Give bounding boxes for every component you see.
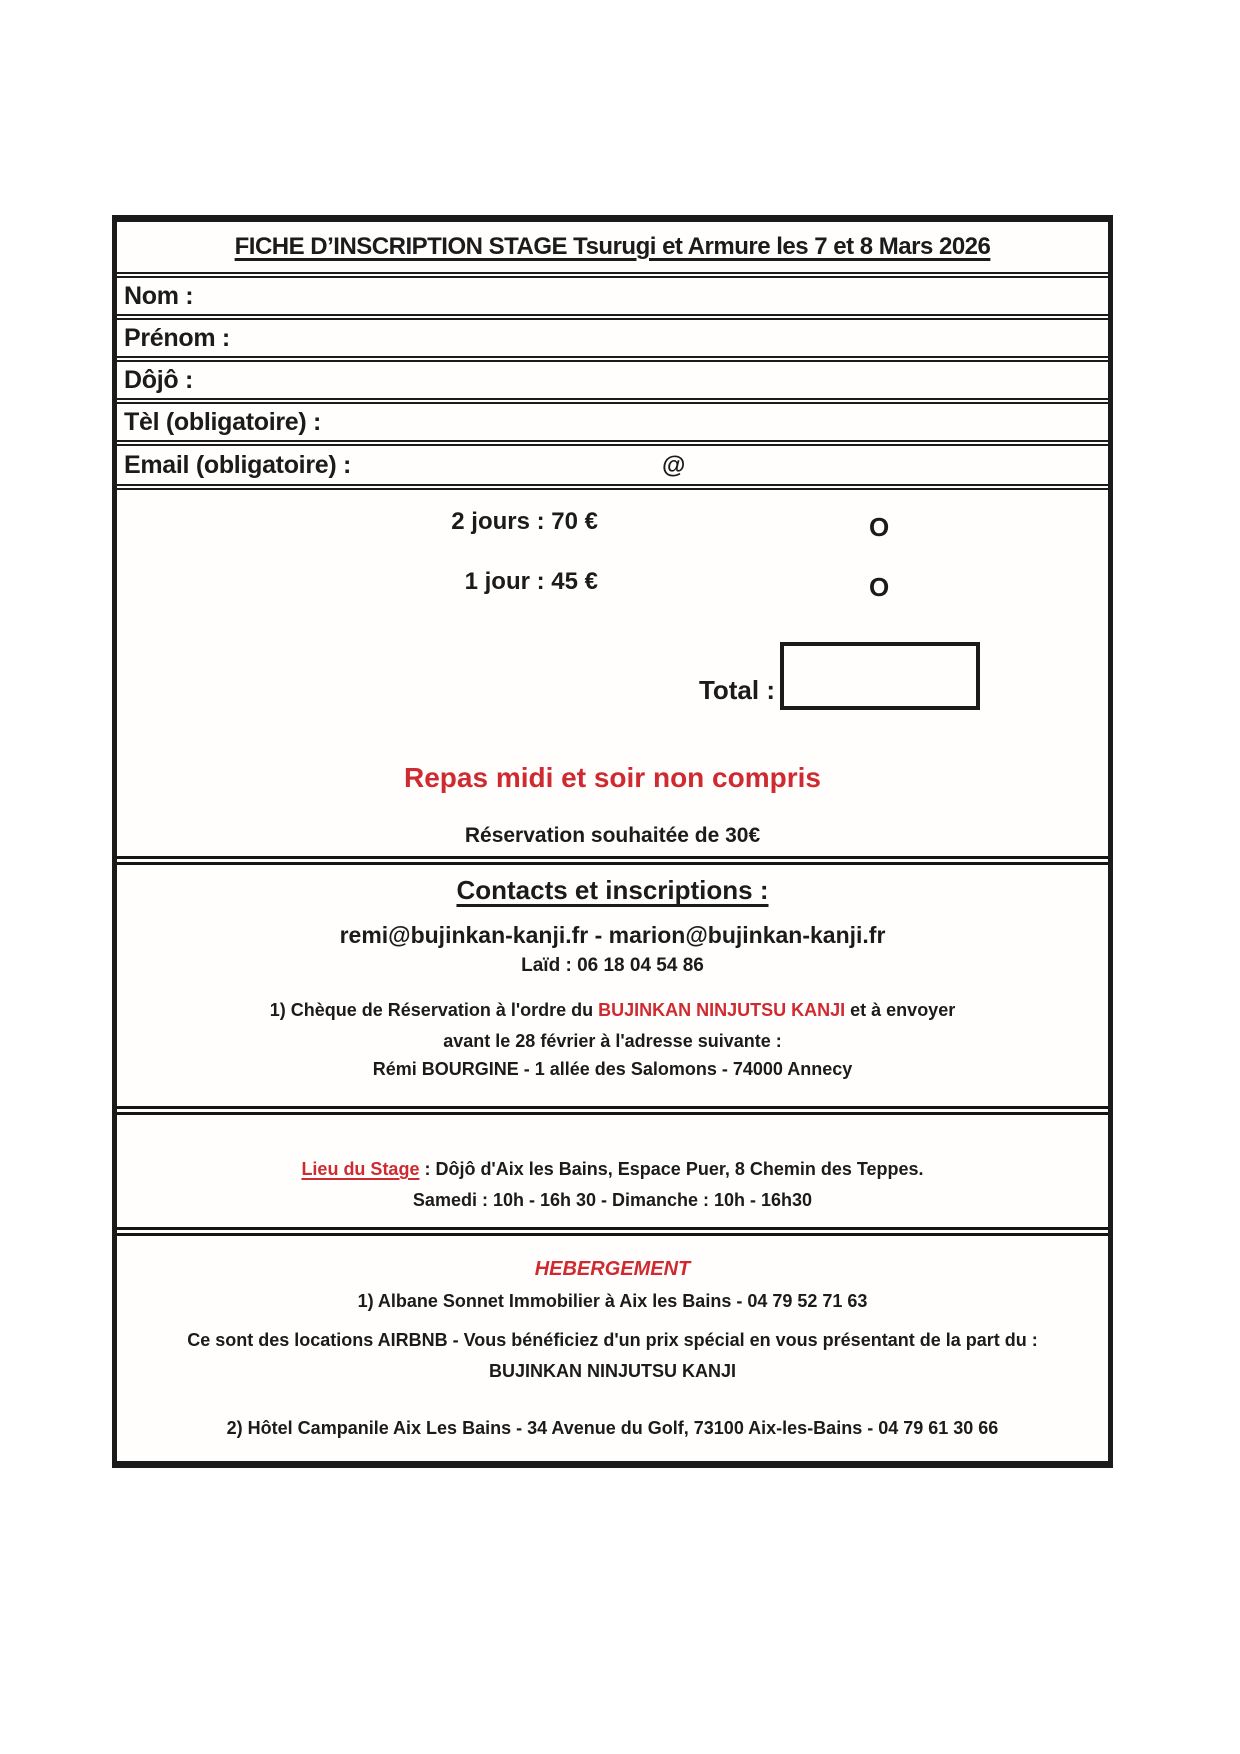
dojo-label: Dôjô : [124, 365, 194, 394]
email-at-symbol: @ [662, 452, 686, 479]
venue-description: : Dôjô d'Aix les Bains, Espace Puer, 8 Chemin des Teppes. [419, 1159, 924, 1179]
cheque-instruction-start: 1) Chèque de Réservation à l'ordre du [269, 1000, 599, 1020]
field-row-prenom [117, 314, 1108, 356]
total-label: Total : [698, 675, 775, 705]
reservation-note: Réservation souhaitée de 30€ [464, 824, 761, 847]
nom-input-area[interactable] [193, 278, 1108, 314]
venue-line [117, 1159, 1108, 1180]
lodging-airbnb-note: Ce sont des locations AIRBNB - Vous bénéficiez d'un prix spécial en vous présentant de la part du : [187, 1330, 1038, 1350]
field-row-nom [117, 272, 1108, 314]
pricing-section [117, 484, 1108, 856]
price-1day-label: 1 jour : 45 € [464, 568, 598, 595]
field-row-tel [117, 398, 1108, 440]
mailing-address: Rémi BOURGINE - 1 allée des Salomons - 74000 Annecy [372, 1059, 853, 1079]
form-title: FICHE D’INSCRIPTION STAGE Tsurugi et Armure les 7 et 8 Mars 2026 [234, 233, 991, 260]
cheque-instruction [117, 1000, 1108, 1021]
prenom-label: Prénom : [124, 323, 230, 352]
contact-emails: remi@bujinkan-kanji.fr - marion@bujinkan-kanji.fr [339, 922, 886, 948]
dojo-input-area[interactable] [193, 362, 1108, 398]
contacts-heading: Contacts et inscriptions : [456, 875, 769, 905]
contacts-section [117, 856, 1108, 1106]
field-row-dojo [117, 356, 1108, 398]
title-row [117, 222, 1108, 272]
venue-hours: Samedi : 10h - 16h 30 - Dimanche : 10h - 16h30 [412, 1190, 813, 1210]
price-2days-select-circle[interactable]: O [869, 512, 890, 542]
tel-label: Tèl (obligatoire) : [124, 407, 322, 436]
email-input-area[interactable] [351, 446, 1108, 484]
prenom-input-area[interactable] [230, 320, 1108, 356]
meals-note: Repas midi et soir non compris [404, 762, 821, 793]
nom-label: Nom : [124, 281, 194, 310]
venue-section [117, 1106, 1108, 1227]
lodging-option-1: 1) Albane Sonnet Immobilier à Aix les Bains - 04 79 52 71 63 [357, 1291, 868, 1311]
price-1day-select-circle[interactable]: O [869, 572, 890, 602]
total-input-box[interactable] [780, 642, 980, 710]
venue-label: Lieu du Stage [301, 1159, 420, 1179]
lodging-option-2: 2) Hôtel Campanile Aix Les Bains - 34 Avenue du Golf, 73100 Aix-les-Bains - 04 79 61 30 66 [226, 1418, 999, 1438]
lodging-airbnb-org: BUJINKAN NINJUTSU KANJI [488, 1361, 737, 1381]
cheque-deadline: avant le 28 février à l'adresse suivante : [443, 1031, 782, 1051]
price-2days-label: 2 jours : 70 € [451, 508, 598, 535]
registration-table [112, 215, 1113, 1468]
lodging-section [117, 1227, 1108, 1461]
contact-phone: Laïd : 06 18 04 54 86 [521, 955, 704, 976]
lodging-heading: HEBERGEMENT [534, 1258, 691, 1280]
field-row-email [117, 440, 1108, 484]
email-label: Email (obligatoire) : [124, 450, 352, 479]
cheque-instruction-end: et à envoyer [845, 1000, 956, 1020]
cheque-org-highlight: BUJINKAN NINJUTSU KANJI [598, 1000, 846, 1020]
tel-input-area[interactable] [321, 404, 1108, 440]
